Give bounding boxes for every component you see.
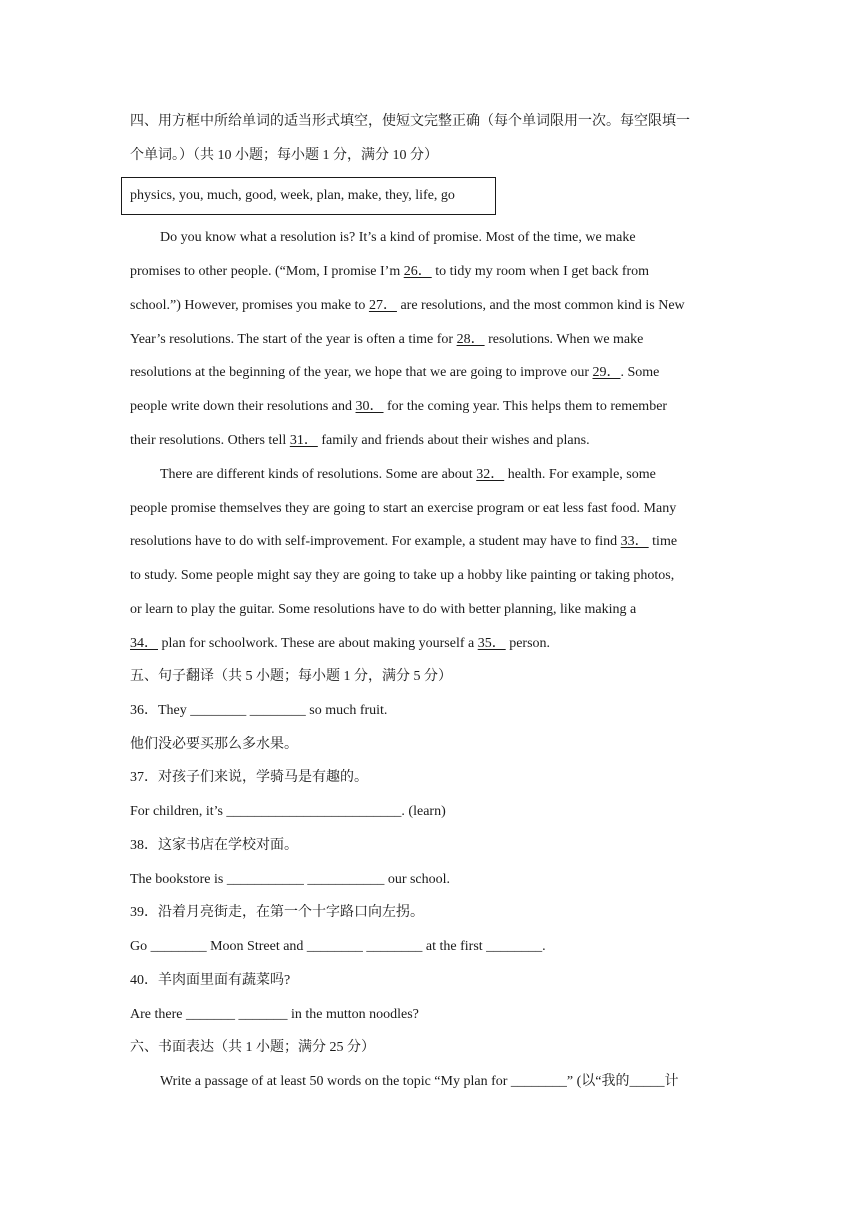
question-40-english: Are there _______ _______ in the mutton noodles? (130, 1007, 419, 1022)
text-segment: for the coming year. This helps them to remember (383, 399, 668, 414)
text-segment: health. For example, some (504, 467, 656, 482)
question-36-english: 36．They ________ ________ so much fruit. (130, 703, 388, 718)
passage-p1-line5 (130, 363, 740, 383)
blank-35[interactable]: 35． (477, 636, 506, 651)
section6-heading: 六、书面表达（共 1 小题；满分 25 分） (130, 1040, 375, 1055)
passage-p1-line2 (130, 262, 740, 282)
question-38-english: The bookstore is ___________ ___________ our school. (130, 872, 451, 887)
text-segment: their resolutions. Others tell (130, 433, 290, 448)
passage-p2-line3 (130, 532, 740, 552)
text-segment: school.”) However, promises you make to (130, 298, 369, 313)
passage-p2-line1 (160, 465, 740, 485)
section5-heading: 五、句子翻译（共 5 小题；每小题 1 分，满分 5 分） (130, 669, 452, 684)
question-39-english: Go ________ Moon Street and ________ ________ at the first ________. (130, 939, 546, 954)
passage-p1-line1: Do you know what a resolution is? It’s a kind of promise. Most of the time, we make (160, 230, 636, 245)
question-37-chinese: 37．对孩子们来说，学骑马是有趣的。 (130, 770, 368, 785)
word-box: physics, you, much, good, week, plan, make, they, life, go (121, 177, 496, 215)
passage-p1-line3 (130, 296, 740, 316)
writing-prompt: Write a passage of at least 50 words on the topic “My plan for ________” (以“我的_____计 (160, 1074, 679, 1089)
text-segment: resolutions have to do with self-improvement. For example, a student may have to find (130, 534, 621, 549)
section4-heading-line2: 个单词。）（共 10 小题；每小题 1 分，满分 10 分） (130, 148, 438, 163)
blank-27[interactable]: 27． (368, 298, 397, 313)
text-segment: There are different kinds of resolutions. Some are about (160, 467, 477, 482)
text-segment: . Some (620, 365, 660, 380)
text-segment: resolutions. When we make (484, 332, 644, 347)
blank-28[interactable]: 28． (456, 332, 485, 347)
passage-p2-line2: people promise themselves they are going to start an exercise program or eat less fast food. Many (130, 501, 677, 516)
text-segment: resolutions at the beginning of the year, we hope that we are going to improve our (130, 365, 593, 380)
question-36-chinese: 他们没必要买那么多水果。 (130, 737, 298, 752)
passage-p1-line7 (130, 431, 740, 451)
text-segment: family and friends about their wishes and plans. (317, 433, 590, 448)
passage-p2-line4: to study. Some people might say they are going to take up a hobby like painting or taking photos, (130, 568, 675, 583)
question-38-chinese: 38．这家书店在学校对面。 (130, 838, 298, 853)
passage-p1-line6 (130, 397, 740, 417)
passage-p1-line4 (130, 330, 740, 350)
passage-p2-line6 (130, 634, 740, 654)
passage-p2-line5: or learn to play the guitar. Some resolutions have to do with better planning, like making a (130, 602, 637, 617)
blank-32[interactable]: 32． (476, 467, 505, 482)
section4-heading-line1: 四、用方框中所给单词的适当形式填空，使短文完整正确（每个单词限用一次。每空限填一 (130, 114, 690, 129)
text-segment: promises to other people. (“Mom, I promise I’m (130, 264, 404, 279)
text-segment: are resolutions, and the most common kind is New (396, 298, 685, 313)
blank-29[interactable]: 29． (592, 365, 621, 380)
text-segment: to tidy my room when I get back from (431, 264, 650, 279)
blank-33[interactable]: 33． (620, 534, 649, 549)
question-37-english: For children, it’s _________________________. (learn) (130, 804, 446, 819)
blank-26[interactable]: 26． (403, 264, 432, 279)
text-segment: Year’s resolutions. The start of the year is often a time for (130, 332, 457, 347)
question-40-chinese: 40．羊肉面里面有蔬菜吗? (130, 973, 291, 988)
text-segment: time (648, 534, 678, 549)
blank-30[interactable]: 30． (355, 399, 384, 414)
question-39-chinese: 39．沿着月亮街走，在第一个十字路口向左拐。 (130, 905, 424, 920)
text-segment: people write down their resolutions and (130, 399, 356, 414)
text-segment: person. (505, 636, 551, 651)
blank-31[interactable]: 31． (289, 433, 318, 448)
text-segment: plan for schoolwork. These are about making yourself a (158, 636, 478, 651)
blank-34[interactable]: 34． (130, 636, 158, 651)
